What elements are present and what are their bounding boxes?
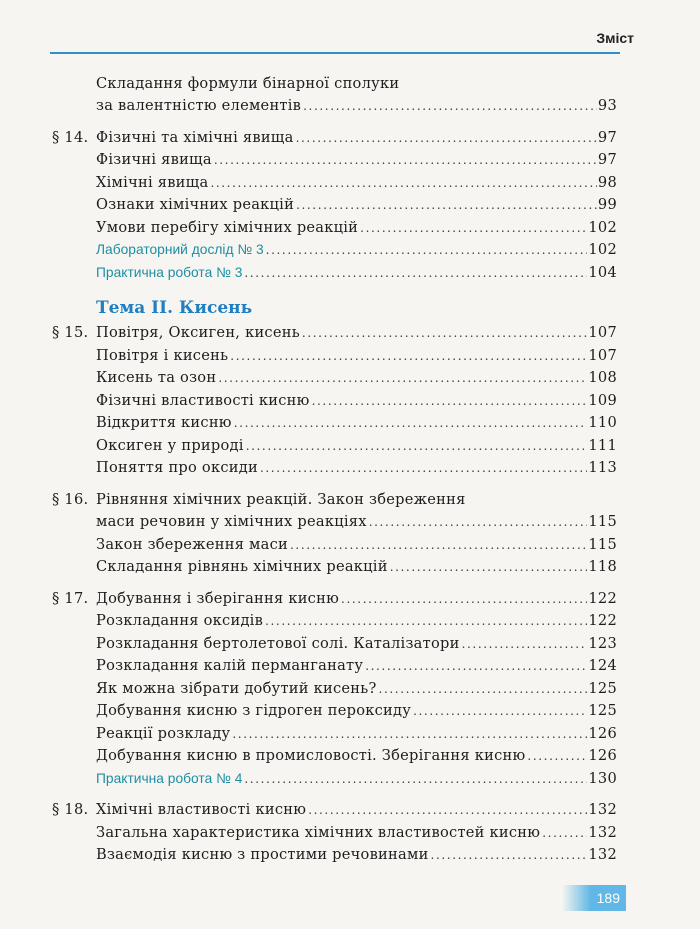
toc-page-number: 110	[588, 414, 617, 431]
section-title: Рівняння хімічних реакцій. Закон збереження	[96, 490, 466, 508]
toc-entry-title: Добування кисню в промисловості. Зберігання кисню	[96, 747, 526, 764]
toc-entry[interactable]	[52, 192, 617, 215]
leader-dots	[296, 132, 597, 144]
toc-entry[interactable]	[52, 410, 617, 433]
section-title: Добування і зберігання кисню	[96, 589, 340, 607]
leader-dots	[462, 638, 588, 650]
toc-entry[interactable]	[52, 342, 617, 365]
leader-dots	[303, 100, 597, 112]
toc-entry-title: Оксиген у природі	[96, 436, 244, 454]
toc-entry[interactable]	[52, 387, 617, 410]
section-title: Фізичні та хімічні явища	[96, 128, 294, 146]
toc-entry-title: Ознаки хімічних реакцій	[96, 196, 295, 213]
toc-page-number: 122	[588, 589, 617, 607]
toc-page-number: 97	[597, 128, 617, 146]
leader-dots	[244, 773, 587, 785]
leader-dots	[379, 683, 588, 695]
toc-entry[interactable]	[52, 608, 617, 631]
toc-page-number: 115	[588, 535, 617, 553]
toc-entry-title: Фізичні явища	[96, 151, 212, 168]
leader-dots	[369, 516, 588, 528]
toc-entry-title: Відкриття кисню	[96, 414, 232, 431]
toc-page-number: 97	[597, 151, 617, 168]
toc-entry[interactable]	[52, 554, 617, 577]
leader-dots	[210, 177, 596, 189]
toc-entry[interactable]	[52, 842, 617, 865]
toc-page-number: 104	[588, 263, 617, 281]
toc-page-number: 122	[588, 612, 617, 629]
toc-entry[interactable]	[52, 720, 617, 743]
toc-entry-title: Як можна зібрати добутий кисень?	[96, 679, 377, 697]
toc-page-number: 130	[588, 769, 617, 787]
toc-page-number: 102	[588, 241, 617, 258]
leader-dots	[413, 705, 587, 717]
leader-dots	[431, 849, 588, 861]
toc-page-number: 132	[588, 801, 617, 818]
leader-dots	[290, 539, 587, 551]
toc-page-number: 126	[588, 724, 617, 742]
toc-page-number: 99	[597, 196, 617, 213]
toc-entry-title: Умови перебігу хімічних реакцій	[96, 218, 359, 236]
toc-entry-title: Кисень та озон	[96, 369, 217, 386]
toc-page-number: 115	[588, 513, 617, 530]
toc-entry-title: Повітря і кисень	[96, 346, 229, 364]
page-number-badge: 189	[562, 885, 626, 911]
toc-entry-title: Складання рівнянь хімічних реакцій	[96, 558, 388, 575]
section-number: § 14.	[52, 128, 89, 146]
section-number: § 17.	[52, 589, 89, 607]
toc-entry-title: Хімічні явища	[96, 173, 209, 191]
leader-dots	[365, 660, 587, 672]
toc-entry[interactable]	[52, 509, 617, 532]
toc-page-number: 98	[597, 173, 617, 191]
leader-dots	[390, 561, 588, 573]
toc-entry[interactable]	[52, 455, 617, 478]
table-of-contents	[52, 70, 617, 864]
toc-page-number: 124	[588, 657, 617, 674]
leader-dots	[232, 728, 587, 740]
toc-entry-title: Поняття про оксиди	[96, 459, 258, 476]
section-title: Повітря, Оксиген, кисень	[96, 324, 300, 341]
toc-page-number: 126	[588, 747, 617, 764]
leader-dots	[218, 372, 587, 384]
toc-entry-lab[interactable]	[52, 237, 617, 260]
toc-page-number: 109	[588, 391, 617, 409]
leader-dots	[312, 395, 588, 407]
toc-page-number: 113	[588, 459, 617, 476]
toc-section-17[interactable]	[52, 585, 617, 608]
toc-section-14[interactable]	[52, 124, 617, 147]
leader-dots	[296, 199, 597, 211]
leader-dots	[260, 462, 587, 474]
toc-page-number: 125	[588, 702, 617, 719]
toc-entry[interactable]	[52, 819, 617, 842]
header-divider	[50, 52, 620, 54]
toc-entry[interactable]	[52, 147, 617, 170]
toc-entry[interactable]	[52, 214, 617, 237]
section-title-continued: маси речовин у хімічних реакціях	[96, 513, 367, 530]
toc-page-number: 93	[597, 97, 617, 114]
toc-entry[interactable]	[52, 653, 617, 676]
section-title: Хімічні властивості кисню	[96, 801, 307, 818]
section-number: § 15.	[52, 324, 89, 341]
toc-entry-title: Закон збереження маси	[96, 535, 288, 553]
toc-section-16[interactable]	[52, 486, 617, 509]
leader-dots	[266, 244, 588, 256]
toc-entry[interactable]	[52, 675, 617, 698]
toc-entry-title: за валентністю елементів	[96, 97, 302, 114]
leader-dots	[246, 440, 588, 452]
toc-entry-title: Лабораторний дослід № 3	[96, 242, 264, 257]
toc-entry[interactable]	[52, 365, 617, 388]
toc-page-number: 108	[588, 369, 617, 386]
leader-dots	[308, 804, 587, 816]
toc-entry[interactable]	[52, 169, 617, 192]
toc-entry-practical[interactable]	[52, 259, 617, 282]
toc-entry-title: Розкладання бертолетової солі. Каталізатори	[96, 634, 460, 652]
toc-entry-title: Добування кисню з гідроген пероксиду	[96, 702, 412, 719]
toc-page-number: 118	[588, 558, 617, 575]
section-header-label: Зміст	[596, 30, 634, 46]
toc-entry-title: Практична робота № 4	[96, 770, 243, 786]
toc-entry[interactable]	[52, 630, 617, 653]
theme-heading[interactable]: Тема ІІ. Кисень	[96, 297, 253, 318]
leader-dots	[230, 350, 587, 362]
toc-entry[interactable]	[52, 743, 617, 766]
toc-section-15[interactable]	[52, 320, 617, 343]
toc-page-number: 111	[588, 436, 617, 454]
toc-page-number: 132	[588, 823, 617, 841]
toc-entry[interactable]	[52, 531, 617, 554]
toc-entry[interactable]	[52, 432, 617, 455]
leader-dots	[214, 154, 597, 166]
toc-entry-title: Реакції розкладу	[96, 724, 231, 742]
toc-page-number: 132	[588, 846, 617, 863]
toc-page-number: 107	[588, 324, 617, 341]
leader-dots	[265, 615, 587, 627]
leader-dots	[234, 417, 588, 429]
toc-entry[interactable]	[52, 698, 617, 721]
leader-dots	[244, 267, 587, 279]
toc-entry-title: Практична робота № 3	[96, 264, 243, 280]
toc-page-number: 102	[588, 218, 617, 236]
toc-entry-title: Загальна характеристика хімічних властивостей кисню	[96, 823, 541, 841]
toc-page-number: 125	[588, 679, 617, 697]
toc-entry-title: Фізичні властивості кисню	[96, 391, 310, 409]
toc-section-18[interactable]	[52, 797, 617, 820]
leader-dots	[302, 327, 587, 339]
leader-dots	[360, 222, 587, 234]
leader-dots	[527, 750, 587, 762]
leader-dots	[542, 827, 587, 839]
toc-entry-title: Взаємодія кисню з простими речовинами	[96, 846, 429, 863]
toc-entry[interactable]	[52, 93, 617, 116]
section-number: § 16.	[52, 490, 89, 508]
toc-entry-continued-line	[52, 70, 617, 93]
toc-page-number: 123	[588, 634, 617, 652]
toc-page-number: 107	[588, 346, 617, 364]
toc-entry-title: Розкладання калій перманганату	[96, 657, 364, 674]
toc-entry-title: Складання формули бінарної сполуки	[96, 74, 400, 92]
toc-entry-title: Розкладання оксидів	[96, 612, 264, 629]
section-number: § 18.	[52, 801, 89, 818]
toc-entry-practical[interactable]	[52, 765, 617, 788]
leader-dots	[341, 593, 587, 605]
